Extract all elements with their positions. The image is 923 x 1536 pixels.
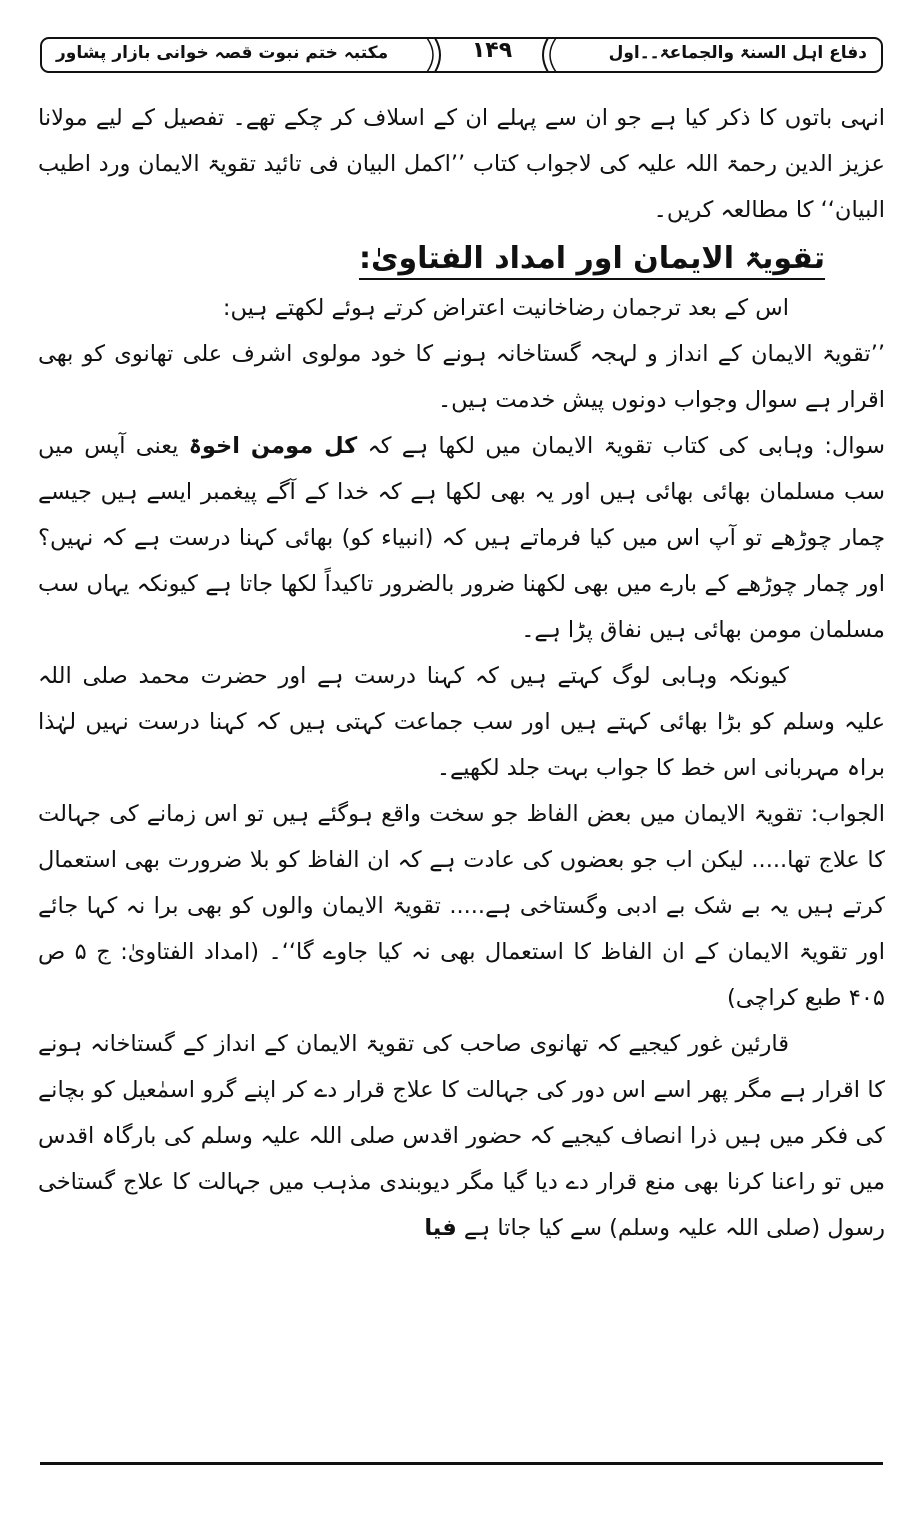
answer-text: الجواب: تقویۃ الایمان میں بعض الفاظ جو سخت واقع ہوگئے ہیں تو اس زمانے کی جہالت کا علاج تھا..... لیکن اب جو بعضوں کی عادت ہے کہ ان الفاظ کو بلا ضرورت بھی استعمال کرتے ہیں یہ بے شک بے ادبی وگستاخی ہے..... تقویۃ الایمان والوں کو بھی برا نہ کہا جائے اور تقویۃ الایمان کے ان الفاظ کا استعمال بھی نہ کیا جاوے گا‘‘۔ (38, 801, 885, 965)
paragraph-question (38, 423, 885, 653)
paragraph-quote-start: ’’تقویۃ الایمان کے انداز و لہجہ گستاخانہ ہونے کا خود مولوی اشرف علی تھانوی کو بھی اقرار ہے سوال وجواب دونوں پیش خدمت ہیں۔ (38, 341, 885, 413)
paragraph-question-cont: کیونکہ وہابی لوگ کہتے ہیں کہ کہنا درست ہے اور حضرت محمد صلی اللہ علیہ وسلم کو بڑا بھائی کہتے ہیں اور سب جماعت کہتی ہیں کہ کہنا درست نہیں لہٰذا براہ مہربانی اس خط کا جواب بہت جلد لکھیے۔ (38, 663, 885, 781)
paragraph-intro: انہی باتوں کا ذکر کیا ہے جو ان سے پہلے ان کے اسلاف کر چکے تھے۔ تفصیل کے لیے مولانا عزیز الدین رحمۃ اللہ علیہ کی لاجواب کتاب ’’اکمل البیان فی تائید تقویۃ الایمان ورد اطیب البیان‘‘ کا مطالعہ کریں۔ (38, 105, 885, 223)
answer-reference: (امداد الفتاویٰ: ج ۵ ص ۴۰۵ طبع کراچی) (38, 939, 885, 1011)
question-bold-phrase: کل مومن اخوۃ (188, 433, 358, 459)
publisher-name: مکتبہ ختم نبوت قصہ خوانی بازار پشاور (56, 43, 389, 63)
paragraph-answer (38, 791, 885, 1021)
section-heading (38, 233, 885, 285)
footer-rule (40, 1462, 883, 1465)
commentary-text: قارئین غور کیجیے کہ تھانوی صاحب کی تقویۃ الایمان کے انداز کے گستاخانہ ہونے کا اقرار ہے مگر پھر اسے اس دور کی جہالت کا علاج قرار دے کر اپنے گرو اسمٰعیل کو بچانے کی فکر میں ہیں ذرا انصاف کیجیے کہ حضور اقدس صلی اللہ علیہ وسلم کی بارگاہ اقدس میں تو راعنا کرنا بھی منع قرار دے دیا گیا مگر دیوبندی مذہب میں جہالت کا علاج گستاخی رسول (صلی اللہ علیہ وسلم) سے کیا جاتا ہے (38, 1031, 885, 1241)
page-number: ۱۴۹ (471, 38, 513, 63)
book-title: دفاع اہل السنۃ والجماعۃ۔۔اول (608, 43, 867, 63)
paragraph-lead: اس کے بعد ترجمان رضاخانیت اعتراض کرتے ہوئے لکھتے ہیں: (222, 295, 789, 321)
section-heading-text: تقویۃ الایمان اور امداد الفتاویٰ: (359, 241, 825, 280)
page-body (38, 95, 885, 1251)
question-rest: یعنی آپس میں سب مسلمان بھائی بھائی ہیں اور یہ بھی لکھا ہے کہ خدا کے آگے پیغمبر ایسے ہیں جیسے چمار چوڑھے تو آپ اس میں کیا فرماتے ہیں کہ (انبیاء کو) بھائی کہنا درست ہے کہ نہیں؟ اور چمار چوڑھے کے بارے میں بھی لکھنا ضرور بالضرور تاکیداً لکھا جاتا ہے کیونکہ یہاں سب مسلمان مومن بھائی ہیں نفاق پڑا ہے۔ (38, 433, 885, 643)
paragraph-commentary (38, 1021, 885, 1251)
question-start: سوال: وہابی کی کتاب تقویۃ الایمان میں لکھا ہے کہ (367, 433, 885, 459)
commentary-end-word: فیا (424, 1215, 457, 1241)
page-header (40, 34, 883, 76)
